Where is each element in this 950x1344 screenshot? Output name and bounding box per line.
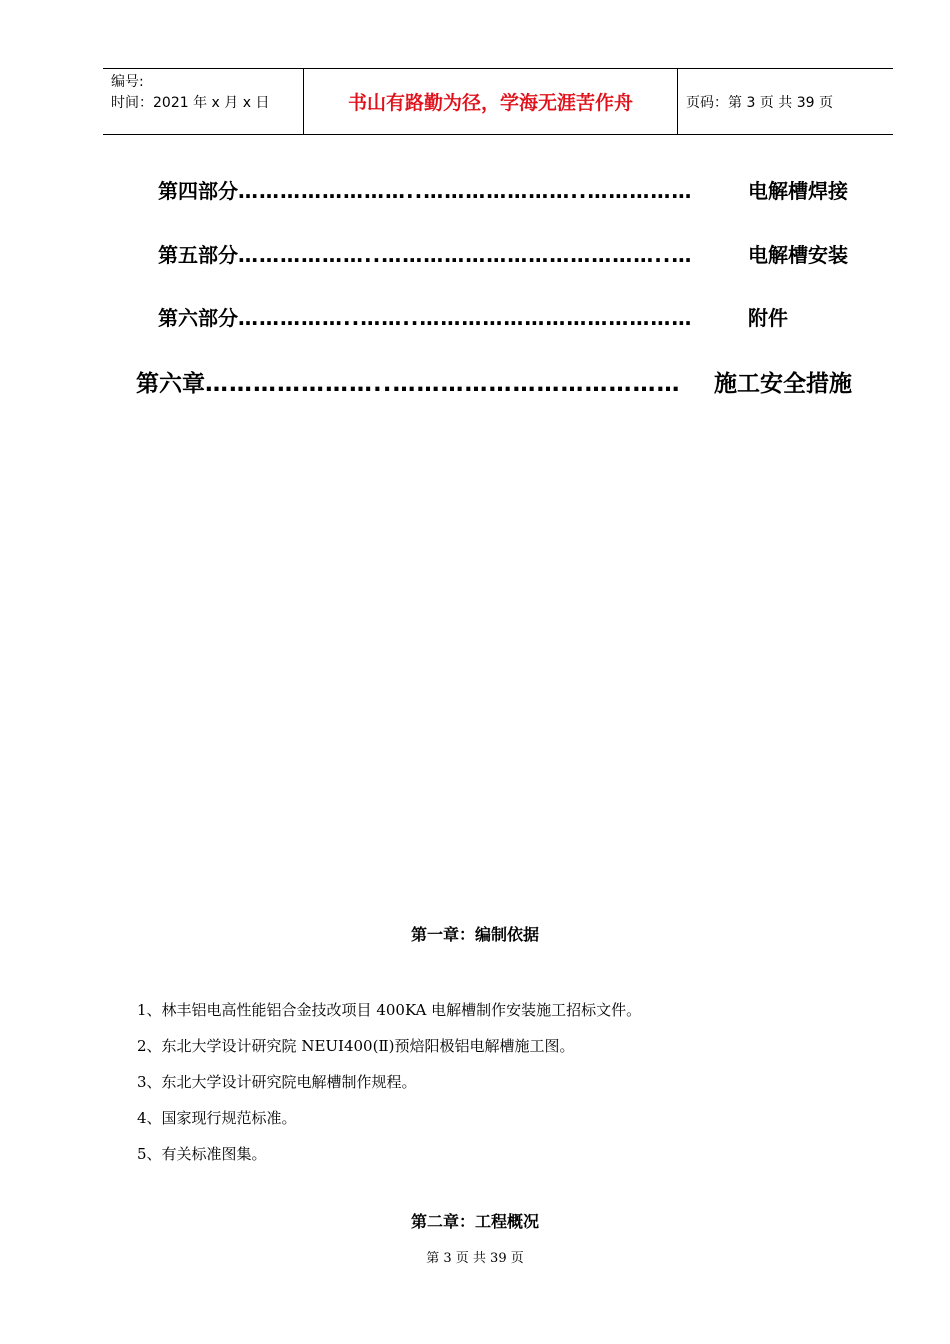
toc-entry-part6[interactable] xyxy=(158,302,788,331)
toc-entry-chapter6[interactable] xyxy=(136,365,852,398)
toc-label: 第四部分 xyxy=(158,179,238,203)
header-motto: 书山有路勤为径，学海无涯苦作舟 xyxy=(304,69,678,134)
toc-label: 第五部分 xyxy=(158,243,238,267)
number-label: 编号: xyxy=(111,74,144,90)
toc-title: 电解槽焊接 xyxy=(748,179,848,203)
list-item: 3、东北大学设计研究院电解槽制作规程。 xyxy=(137,1073,417,1091)
toc-title: 施工安全措施 xyxy=(714,371,852,397)
toc-leader: ……………………..…………………..…………… xyxy=(238,179,693,203)
header-meta xyxy=(103,69,304,134)
toc-leader: ………………..…………………………………..… xyxy=(238,243,693,267)
toc-title: 附件 xyxy=(748,306,788,330)
list-item: 1、林丰铝电高性能铝合金技改项目 400KA 电解槽制作安装施工招标文件。 xyxy=(137,1001,642,1019)
page-header xyxy=(103,68,893,135)
toc-label: 第六部分 xyxy=(158,306,238,330)
chapter1-heading: 第一章：编制依据 xyxy=(410,925,539,944)
toc-title: 电解槽安装 xyxy=(748,243,848,267)
toc-entry-part5[interactable] xyxy=(158,239,848,268)
list-item: 4、国家现行规范标准。 xyxy=(137,1109,297,1127)
page-footer: 第 3 页 共 39 页 xyxy=(426,1251,524,1266)
list-item: 5、有关标准图集。 xyxy=(137,1145,267,1163)
toc-label: 第六章 xyxy=(136,371,205,397)
basis-list xyxy=(137,992,641,1172)
header-page-info: 页码：第 3 页 共 39 页 xyxy=(686,94,833,111)
toc-leader: ……………..……..………………………………… xyxy=(238,306,693,330)
list-item: 2、东北大学设计研究院 NEUI400(Ⅱ)预焙阳极铝电解槽施工图。 xyxy=(137,1037,575,1055)
toc-entry-part4[interactable] xyxy=(158,175,848,204)
time-label: 时间：2021 年 x 月 x 日 xyxy=(111,95,270,111)
chapter2-heading: 第二章：工程概况 xyxy=(410,1212,539,1231)
toc-leader: …………………..……………………………… xyxy=(205,371,681,397)
